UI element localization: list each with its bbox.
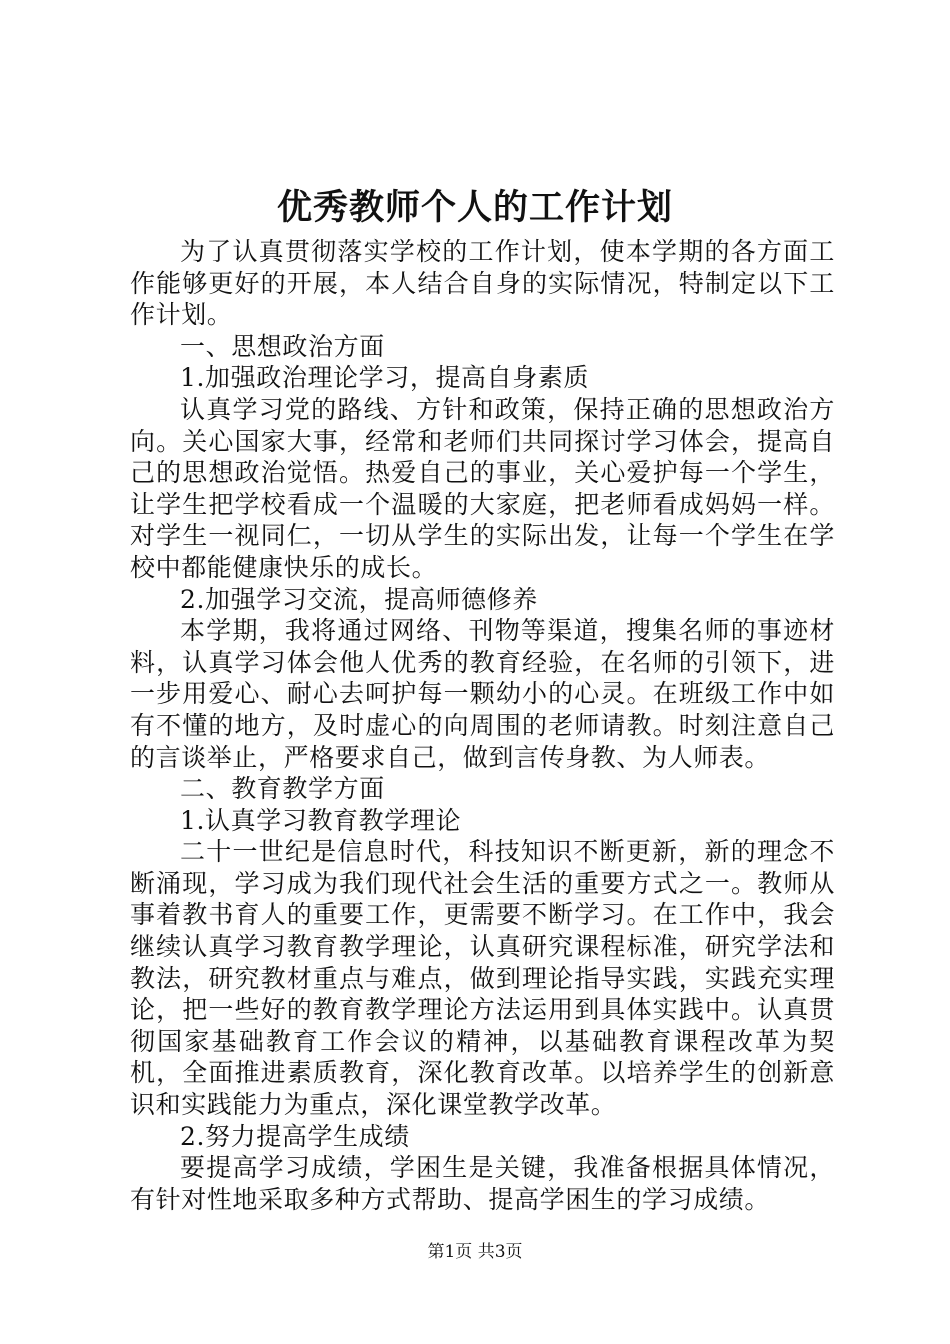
paragraph-2-2: 要提高学习成绩，学困生是关键，我准备根据具体情况，有针对性地采取多种方式帮助、提高学困生的学习成绩。 — [130, 1153, 835, 1214]
section-heading-1: 一、思想政治方面 — [180, 331, 385, 361]
subsection-heading-1-2: 2.加强学习交流，提高师德修养 — [180, 584, 538, 614]
paragraph-intro: 为了认真贯彻落实学校的工作计划，使本学期的各方面工作能够更好的开展，本人结合自身的实际情况，特制定以下工作计划。 — [130, 237, 835, 330]
subsection-heading-2-1: 1.认真学习教育教学理论 — [180, 805, 462, 835]
document-body — [130, 236, 835, 1215]
subsection-heading-2-2: 2.努力提高学生成绩 — [180, 1121, 410, 1151]
document-title: 优秀教师个人的工作计划 — [276, 187, 673, 228]
subsection-heading-1-1: 1.加强政治理论学习，提高自身素质 — [180, 363, 590, 393]
page-number: 第1页 共3页 — [427, 1242, 523, 1262]
section-heading-2: 二、教育教学方面 — [180, 774, 385, 804]
paragraph-2-1: 二十一世纪是信息时代，科技知识不断更新，新的理念不断涌现，学习成为我们现代社会生活的重要方式之一。教师从事着教书育人的重要工作，更需要不断学习。在工作中，我会继续认真学习教育教学理论，认真研究课程标准，研究学法和教法，研究教材重点与难点，做到理论指导实践，实践充实理论，把一些好的教育教学理论方法运用到具体实践中。认真贯彻国家基础教育工作会议的精神，以基础教育课程改革为契机，全面推进素质教育，深化教育改革。以培养学生的创新意识和实践能力为重点，深化课堂教学改革。 — [130, 837, 835, 1120]
paragraph-1-2: 本学期，我将通过网络、刊物等渠道，搜集名师的事迹材料，认真学习体会他人优秀的教育经验，在名师的引领下，进一步用爱心、耐心去呵护每一颗幼小的心灵。在班级工作中如有不懂的地方，及时虚心的向周围的老师请教。时刻注意自己的言谈举止，严格要求自己，做到言传身教、为人师表。 — [130, 616, 835, 772]
paragraph-1-1: 认真学习党的路线、方针和政策，保持正确的思想政治方向。关心国家大事，经常和老师们共同探讨学习体会，提高自己的思想政治觉悟。热爱自己的事业，关心爱护每一个学生，让学生把学校看成一个温暖的大家庭，把老师看成妈妈一样。对学生一视同仁，一切从学生的实际出发，让每一个学生在学校中都能健康快乐的成长。 — [130, 394, 835, 582]
